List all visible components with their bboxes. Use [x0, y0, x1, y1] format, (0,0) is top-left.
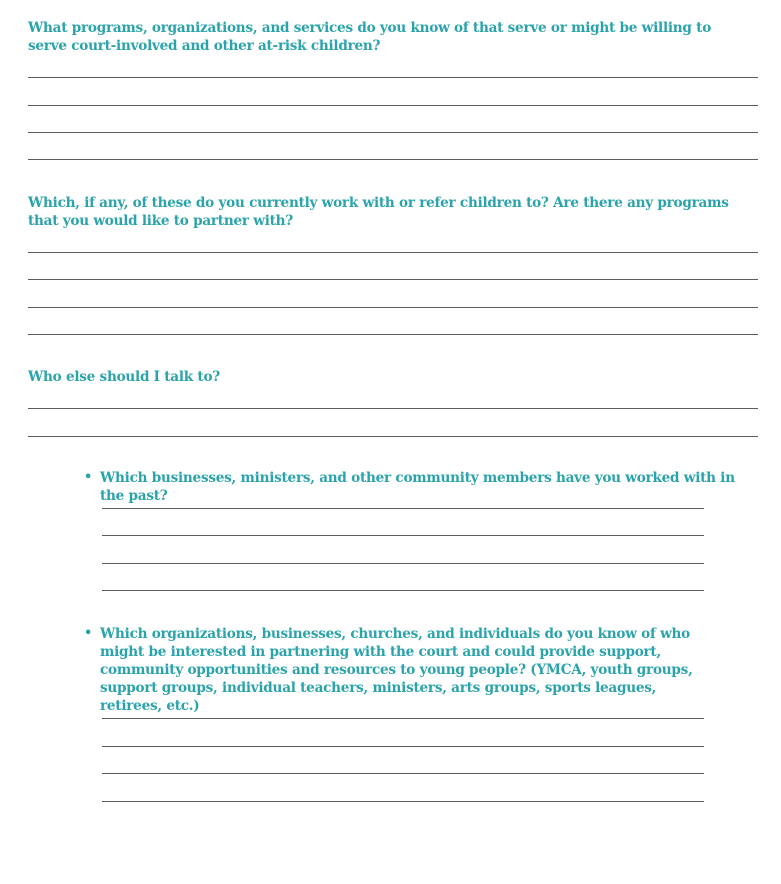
answer-line[interactable]: [102, 508, 704, 509]
answer-line[interactable]: [28, 436, 758, 437]
answer-line[interactable]: [28, 279, 758, 280]
question-partners: Which, if any, of these do you currently work with or refer children to? Are there any programs that you would like to partner with?: [28, 195, 729, 229]
answer-line[interactable]: [102, 590, 704, 591]
bullet-icon: •: [84, 626, 93, 641]
answer-line[interactable]: [28, 408, 758, 409]
answer-line[interactable]: [28, 105, 758, 106]
answer-line[interactable]: [102, 801, 704, 802]
answer-line[interactable]: [102, 746, 704, 747]
question-programs: What programs, organizations, and services do you know of that serve or might be willing to serve court-involved and other at-risk children?: [28, 20, 712, 54]
answer-line[interactable]: [28, 132, 758, 133]
answer-line[interactable]: [28, 159, 758, 160]
question-potential-partners: Which organizations, businesses, churches, and individuals do you know of who might be interested in partnering with the court and could provide support, community opportunities and resources to young people? (YMCA, youth groups, support groups, individual teachers, ministers, arts groups, sports leagues, retirees, etc.): [100, 626, 693, 714]
question-contacts: Who else should I talk to?: [28, 369, 220, 385]
question-past-work: Which businesses, ministers, and other community members have you worked with in the past?: [100, 470, 735, 504]
answer-line[interactable]: [102, 535, 704, 536]
answer-line[interactable]: [28, 252, 758, 253]
bullet-icon: •: [84, 470, 93, 485]
answer-line[interactable]: [102, 718, 704, 719]
answer-line[interactable]: [28, 334, 758, 335]
answer-line[interactable]: [28, 77, 758, 78]
answer-line[interactable]: [28, 307, 758, 308]
answer-line[interactable]: [102, 773, 704, 774]
answer-line[interactable]: [102, 563, 704, 564]
